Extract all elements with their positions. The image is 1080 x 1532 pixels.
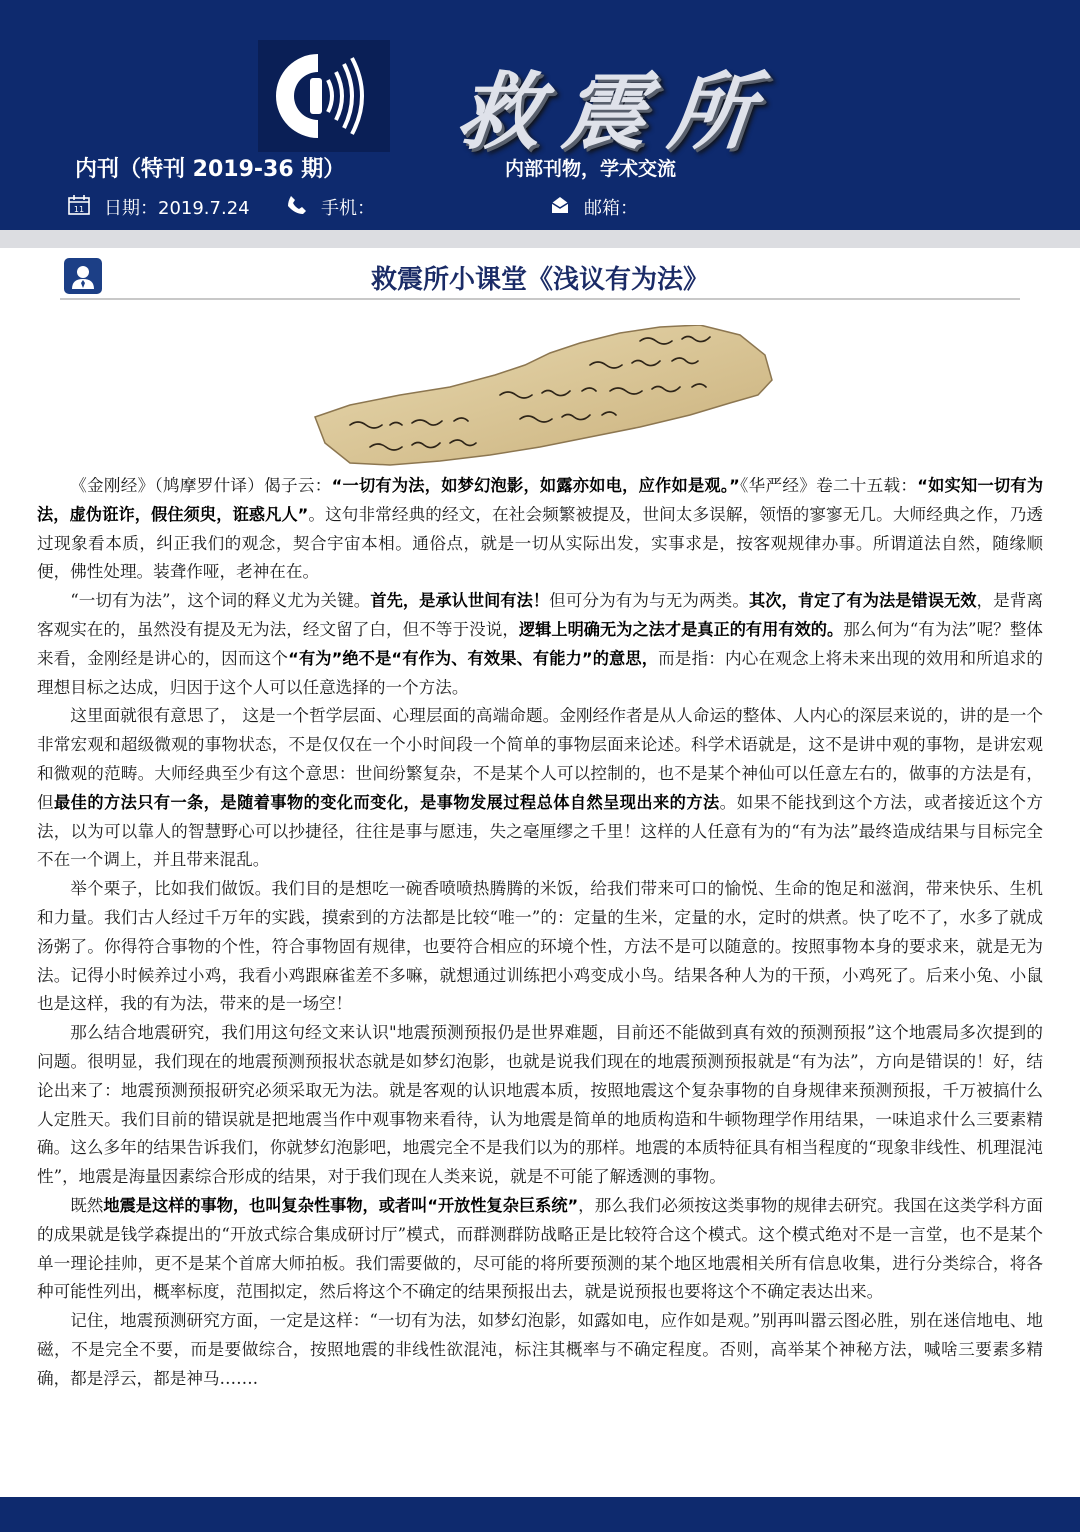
calendar-day: 11 [73,204,85,214]
ancient-manuscript-image [310,325,780,475]
date-label: 日期：2019.7.24 [104,198,250,219]
email-info [550,194,638,220]
emphasis-text: 其次，肯定了有为法是错误无效 [749,591,977,611]
tagline: 内部刊物，学术交流 [505,158,677,180]
body-text: 举个栗子，比如我们做饭。我们目的是想吃一碗香喷喷热腾腾的米饭，给我们带来可口的愉悦、生命的饱足和滋润，带来快乐、生机和力量。我们古人经过千万年的实践，摸索到的方法都是比较“唯一”的：定量的生米，定量的水，定时的烘煮。快了吃不了，水多了就成汤粥了。你得符合事物的个性，符合事物固有规律，也要符合相应的环境个性，方法不是可以随意的。按照事物本身的要求来，就是无为法。记得小时候养过小鸡，我看小鸡跟麻雀差不多嘛，就想通过训练把小鸡变成小鸟。结果各种人为的干预，小鸡死了。后来小兔、小鼠也是这样，我的有为法，带来的是一场空！ [37,879,1043,1014]
header-separator [0,230,1080,248]
article-paragraph [37,1192,1043,1307]
article-paragraph [37,702,1043,875]
body-text: 记住，地震预测研究方面，一定是这样：“一切有为法，如梦幻泡影，如露如电，应作如是观。”别再叫嚣云图必胜，别在迷信地电、地磁，不是完全不要，而是要做综合，按照地震的非线性欲混沌，标注其概率与不确定程度。否则，高举某个神秘方法，喊啥三要素多精确，都是浮云，都是神马……. [37,1311,1043,1388]
article-paragraph [37,875,1043,1019]
body-text: 那么结合地震研究，我们用这句经文来认识"地震预测预报仍是世界难题，目前还不能做到真有效的预测预报”这个地震局多次提到的问题。很明显，我们现在的地震预测预报状态就是如梦幻泡影，也就是说我们现在的地震预测预报就是“有为法”，方向是错误的！好，结论出来了：地震预测预报研究必须采取无为法。就是客观的认识地震本质，按照地震这个复杂事物的自身规律来预测预报，千万被搞什么人定胜天。我们目前的错误就是把地震当作中观事物来看待，认为地震是简单的地质构造和牛顿物理学作用结果，一味追求什么三要素精确。这么多年的结果告诉我们，你就梦幻泡影吧，地震完全不是我们以为的那样。地震的本质特征具有相当程度的“现象非线性、机理混沌性”，地震是海量因素综合形成的结果，对于我们现在人类来说，就是不可能了解透测的事物。 [37,1023,1043,1187]
article-paragraph [37,1019,1043,1192]
body-text: ，那么我们必须按这类事物的规律去研究。我国在这类学科方面的成果就是钱学森提出的“开放式综合集成研讨厅”模式，而群测群防战略正是比较符合这个模式。这个模式绝对不是一言堂，也不是某个单一理论挂帅，更不是某个首席大师拍板。我们需要做的，尽可能的将所要预测的某个地区地震相关所有信息收集，进行分类综合，将各种可能性列出，概率标度，范围拟定，然后将这个不确定的结果预报出去，就是说预报也要将这个不确定表达出来。 [37,1195,1044,1302]
masthead-title: 救震所 [452,63,781,161]
body-text: 《金刚经》（鸠摩罗什译）偈子云： [70,476,332,495]
emphasis-text: “如实知一切有为法，虚伪诳诈，假住须臾，诳惑凡人” [37,476,1044,524]
body-text: “一切有为法”，这个词的释义尤为关键。 [70,591,371,611]
emphasis-text: “一切有为法，如梦幻泡影，如露亦如电，应作如是观。” [331,476,740,495]
title-divider [60,298,1020,300]
header-banner [0,0,1080,230]
body-text: 《华严经》卷二十五载： [739,476,918,495]
emphasis-text: 地震是这样的事物，也叫复杂性事物，或者叫“开放性复杂巨系统” [103,1195,579,1215]
body-text: 。如果不能找到这个方法，或者接近这个方法，以为可以靠人的智慧野心可以抄捷径，往往是事与愿违，失之毫厘缪之千里！这样的人任意有为的“有为法”最终造成结果与目标完全不在一个调上，并且带来混乱。 [37,792,1044,870]
body-text: 而是指：内心在观念上将未来出现的效用和所追求的理想目标之达成，归因于这个人可以任意选择的一个方法。 [37,648,1044,697]
body-text: 这里面就很有意思了， 这是一个哲学层面、心理层面的高端命题。金刚经作者是从人命运的整体、人内心的深层来说的，讲的是一个非常宏观和超级微观的事物状态，不是仅仅在一个小时间段一个简单的事物层面来论述。科学术语就是，这不是讲中观的事物，是讲宏观和微观的范畴。大师经典至少有这个意思：世间纷繁复杂，不是某个人可以控制的，也不是某个神仙可以任意左右的，做事的方法是有，但 [37,706,1043,812]
article-paragraph [37,1307,1043,1393]
emphasis-text: 逻辑上明确无为之法才是真正的有用有效的。 [518,619,844,639]
article-body [37,472,1043,1394]
mail-icon [550,195,570,220]
calendar-icon [68,195,90,220]
body-text: 但可分为有为与无为两类。 [549,591,749,611]
article-paragraph [37,587,1043,702]
emphasis-text: 首先，是承认世间有法！ [370,591,550,611]
date-info [68,194,250,220]
body-text: 那么何为“有为法”呢？整体来看，金刚经是讲心的，因而这个 [37,619,1044,668]
body-text: 。这句非常经典的经文，在社会频繁被提及，世间太多误解，领悟的寥寥无几。大师经典之作，乃透过现象看本质，纠正我们的观念，契合宇宙本相。通俗点，就是一切从实际出发，实事求是，按客观规律办事。所谓道法自然，随缘顺便，佛性处理。装聋作哑，老神在在。 [37,504,1044,582]
logo-icon [258,40,390,152]
publication-logo [258,40,390,152]
phone-label: 手机： [321,198,375,219]
emphasis-text: “有为”绝不是“有作为、有效果、有能力”的意思， [288,648,659,668]
phone-icon [287,195,307,220]
issue-number: 内刊（特刊 2019-36 期） [75,157,346,182]
article-title: 救震所小课堂《浅议有为法》 [370,265,709,295]
article-paragraph [37,472,1043,587]
email-label: 邮箱： [584,198,638,219]
emphasis-text: 最佳的方法只有一条，是随着事物的变化而变化，是事物发展过程总体自然呈现出来的方法 [54,792,720,812]
body-text: ，是背离客观实在的，虽然没有提及无为法，经文留了白，但不等于没说， [37,591,1044,639]
phone-info [287,194,375,220]
footer-bar [0,1497,1080,1532]
body-text: 既然 [70,1195,104,1215]
